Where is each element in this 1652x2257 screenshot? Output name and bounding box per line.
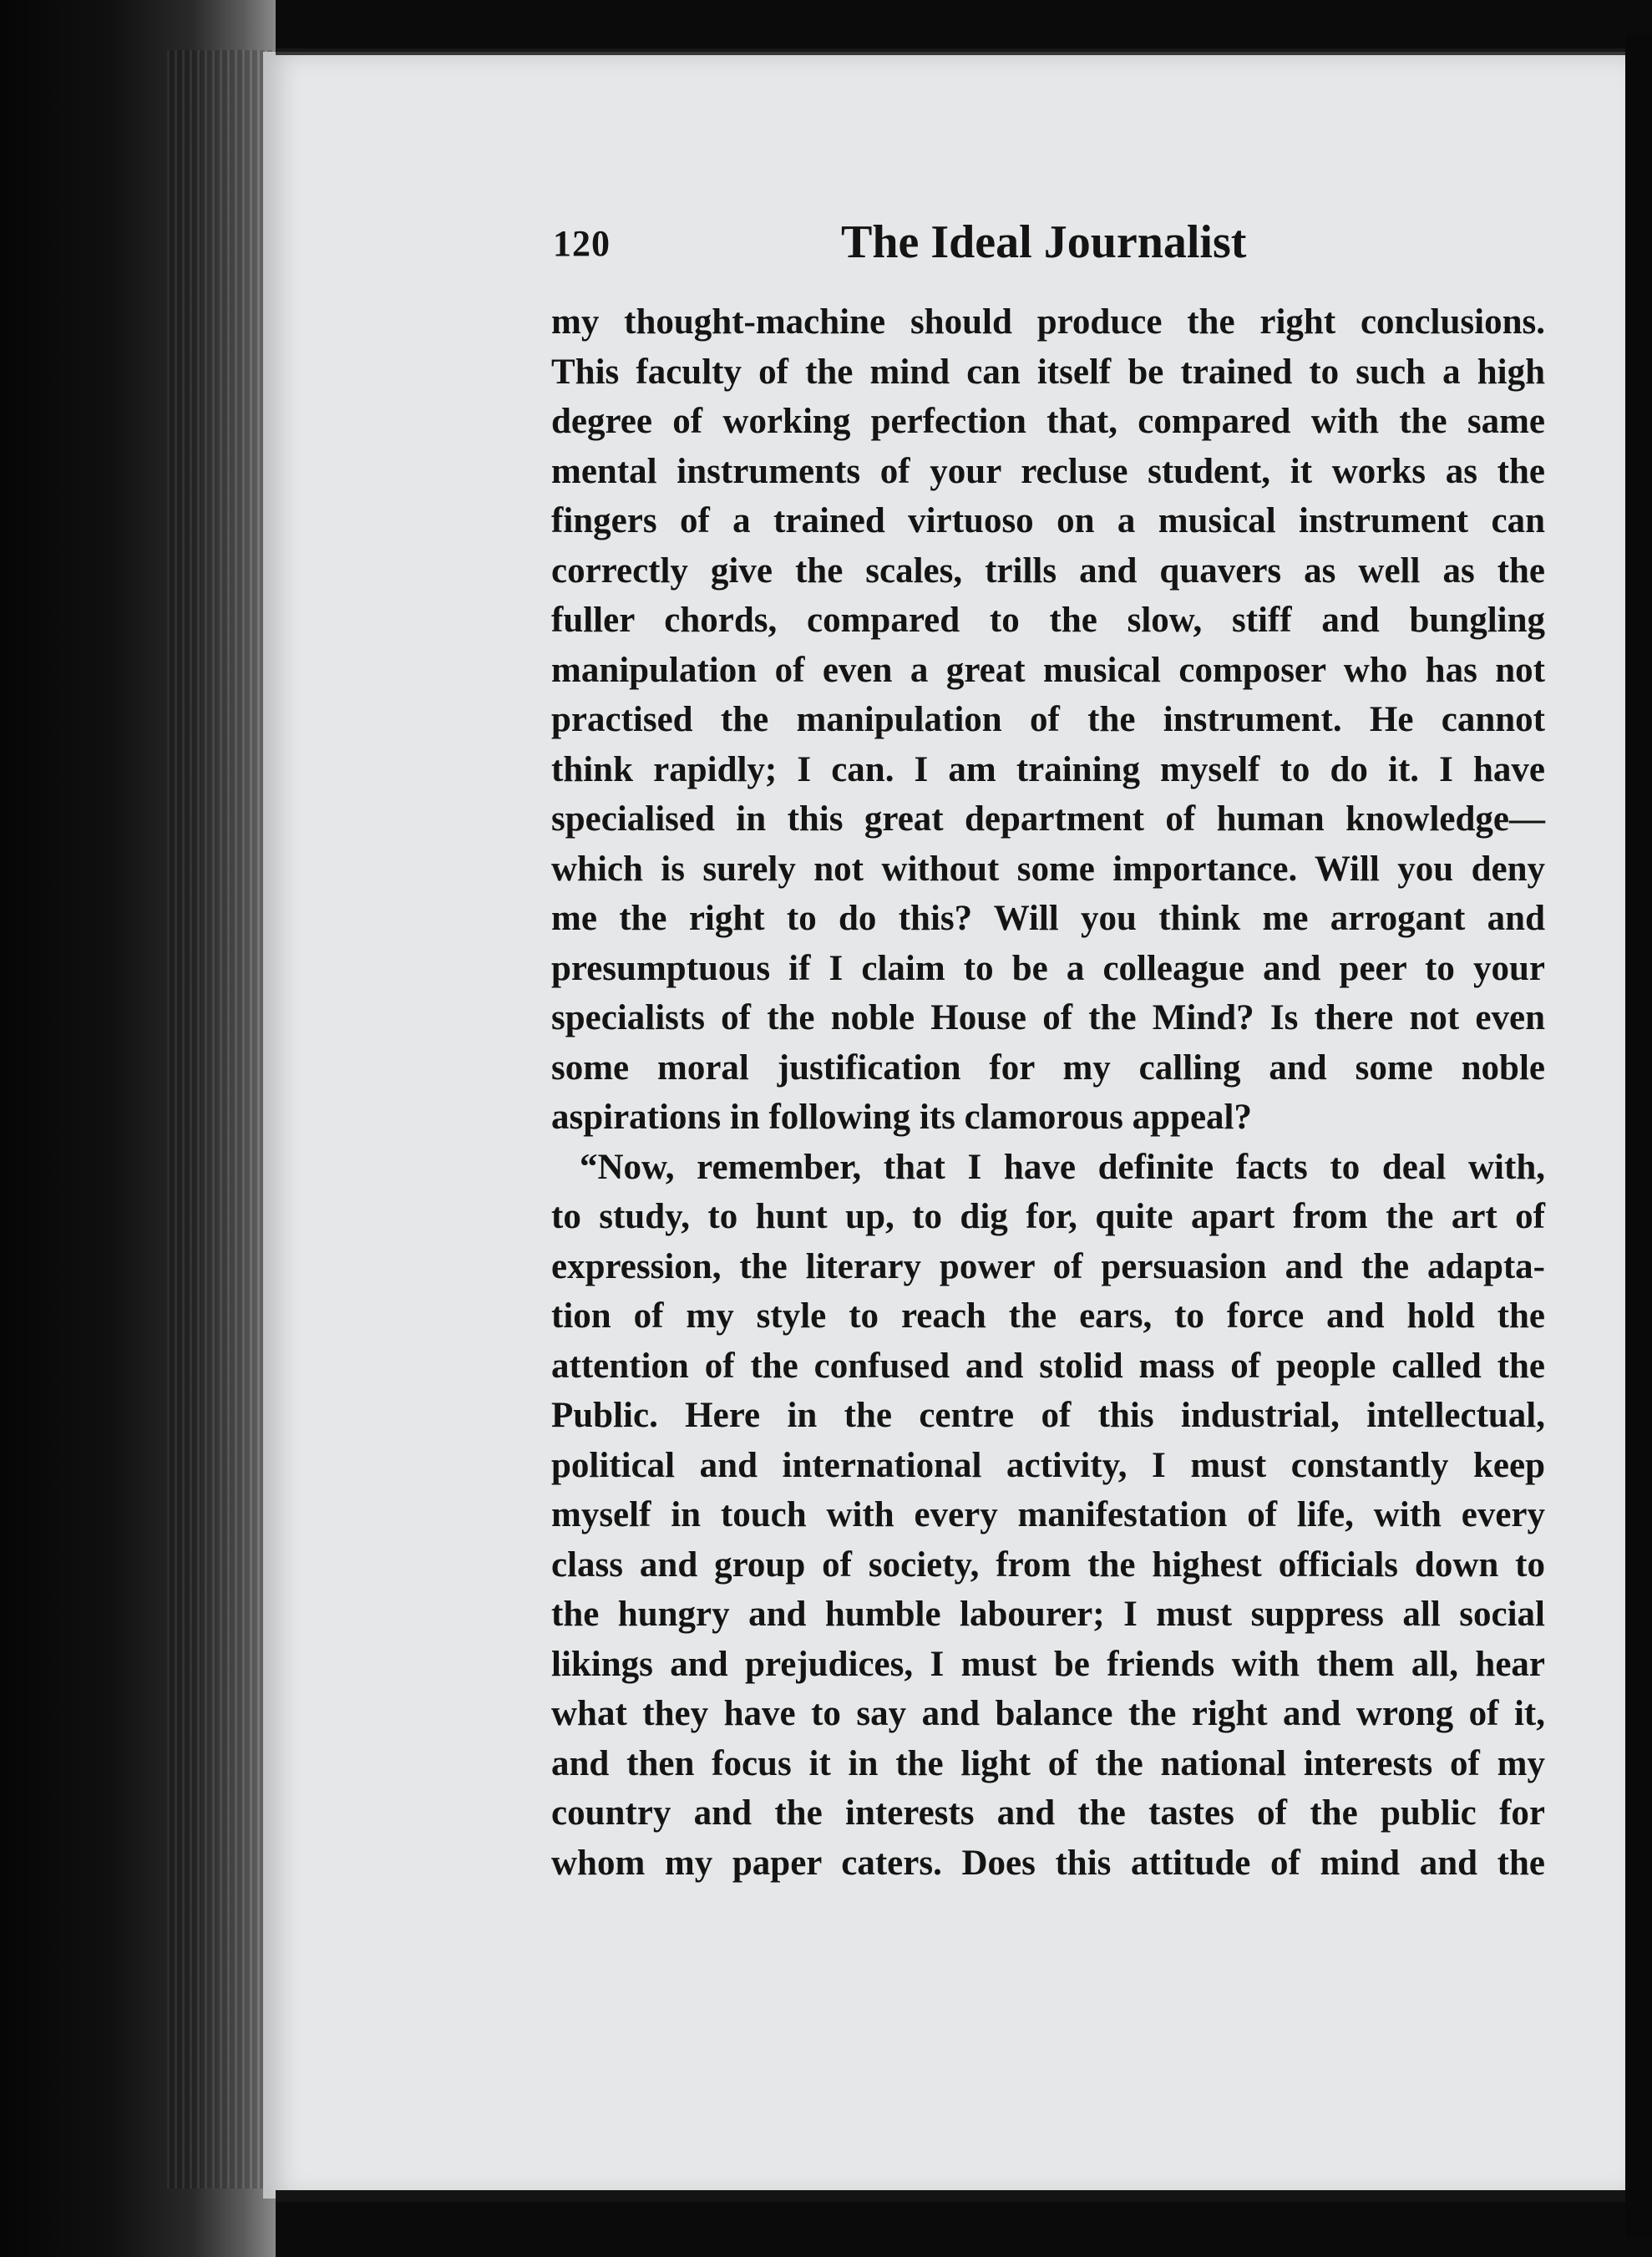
text-line: myself in touch with every manifestation of life, with every xyxy=(551,1495,1545,1534)
text-line: likings and prejudices, I must be friends with them all, hear xyxy=(551,1644,1545,1684)
text-line: presumptuous if I claim to be a colleague and peer to your xyxy=(551,948,1545,988)
text-line: fingers of a trained virtuoso on a musical instrument can xyxy=(551,501,1545,540)
text-line: and then focus it in the light of the national interests of my xyxy=(551,1743,1545,1783)
paragraph-2 xyxy=(551,1143,1545,1889)
page-bottom-edge xyxy=(276,2190,1629,2202)
text-line: political and international activity, I must constantly keep xyxy=(551,1445,1545,1485)
text-line: practised the manipulation of the instrument. He cannot xyxy=(551,700,1545,739)
text-line: “Now, remember, that I have definite facts to deal with, xyxy=(580,1147,1545,1187)
text-line: fuller chords, compared to the slow, stiff and bungling xyxy=(551,601,1545,640)
page-number: 120 xyxy=(553,223,611,264)
text-line: attention of the confused and stolid mass of people called the xyxy=(551,1346,1545,1386)
page-top-edge xyxy=(276,48,1629,55)
text-line: to study, to hunt up, to dig for, quite apart from the art of xyxy=(551,1197,1545,1236)
text-line: specialists of the noble House of the Mind? Is there not even xyxy=(551,998,1545,1037)
text-line: degree of working perfection that, compared with the same xyxy=(551,402,1545,441)
text-line: think rapidly; I can. I am training myself to do it. I have xyxy=(551,749,1545,789)
page-right-edge xyxy=(1625,33,1652,2239)
text-line: class and group of society, from the highest officials down to xyxy=(551,1544,1545,1585)
text-line: country and the interests and the tastes of the public for xyxy=(551,1793,1545,1833)
text-line: some moral justification for my calling and some noble xyxy=(551,1047,1545,1088)
text-line: the hungry and humble labourer; I must suppress all social xyxy=(551,1595,1545,1634)
running-title: The Ideal Journalist xyxy=(841,216,1247,268)
page-header xyxy=(553,216,1547,282)
text-line: manipulation of even a great musical composer who has not xyxy=(551,650,1545,690)
text-line: This faculty of the mind can itself be trained to such a high xyxy=(551,352,1545,392)
text-line: correctly give the scales, trills and quavers as well as the xyxy=(551,550,1545,591)
text-line: tion of my style to reach the ears, to force and hold the xyxy=(551,1296,1545,1336)
text-line: specialised in this great department of human knowledge— xyxy=(551,799,1545,839)
text-line: mental instruments of your recluse student, it works as the xyxy=(551,451,1545,491)
text-line: whom my paper caters. Does this attitude of mind and the xyxy=(551,1843,1545,1883)
text-line: what they have to say and balance the right and wrong of it, xyxy=(551,1694,1545,1733)
paragraph-1 xyxy=(551,297,1545,1143)
binding-shadow-streaks xyxy=(167,50,276,2189)
text-line: Public. Here in the centre of this industrial, intellectual, xyxy=(551,1396,1545,1435)
text-line: aspirations in following its clamorous appeal? xyxy=(551,1098,1253,1137)
text-line: my thought-machine should produce the right conclusions. xyxy=(551,302,1545,342)
text-line: which is surely not without some importance. Will you deny xyxy=(551,849,1545,889)
body-text xyxy=(551,297,1545,1888)
text-line: expression, the literary power of persuasion and the adapta- xyxy=(551,1246,1545,1286)
text-line: me the right to do this? Will you think me arrogant and xyxy=(551,899,1545,938)
